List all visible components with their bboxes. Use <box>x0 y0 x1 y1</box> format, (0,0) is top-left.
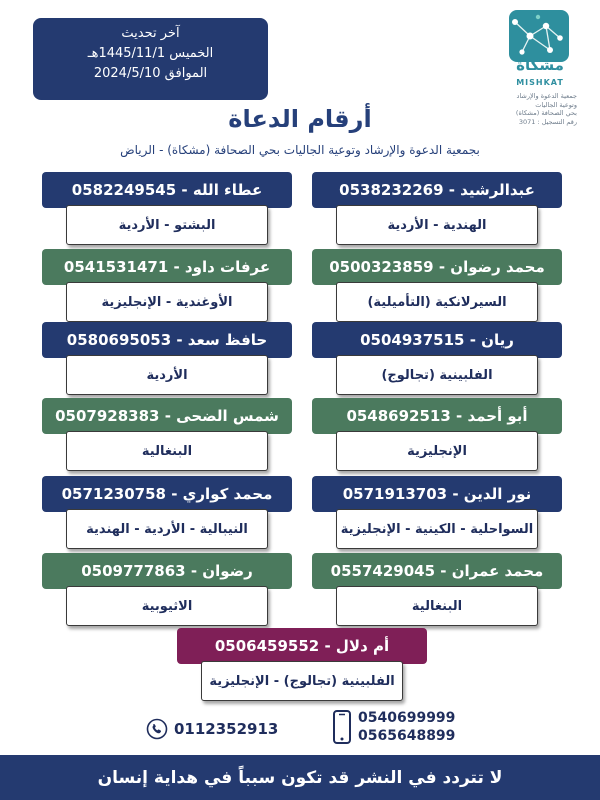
logo-org-line: بحي الصحافة (مشكاة) <box>515 109 577 117</box>
preacher-name-phone: عطاء الله - 0582249545 <box>42 172 292 208</box>
preacher-name-phone: نور الدين - 0571913703 <box>312 476 562 512</box>
mobile-phone-icon <box>332 710 352 744</box>
preacher-name-phone: محمد عمران - 0557429045 <box>312 553 562 589</box>
preacher-card <box>42 553 292 633</box>
preacher-name-phone: أم دلال - 0506459552 <box>177 628 427 664</box>
preacher-languages: الإنجليزية <box>336 431 538 471</box>
page-title: أرقام الدعاة <box>228 105 372 133</box>
preacher-card <box>312 398 562 478</box>
preacher-languages: النيبالية - الأردية - الهندية <box>66 509 268 549</box>
preacher-languages: الفلبينية (تجالوج) - الإنجليزية <box>201 661 403 701</box>
phone-call-icon <box>146 718 168 740</box>
preacher-name-phone: ريان - 0504937515 <box>312 322 562 358</box>
preacher-languages: البنغالية <box>336 586 538 626</box>
preacher-languages: البشتو - الأردية <box>66 205 268 245</box>
preacher-languages: البنغالية <box>66 431 268 471</box>
preacher-card <box>312 172 562 252</box>
preacher-card <box>42 249 292 329</box>
mobile-number-1: 0540699999 <box>358 710 456 726</box>
landline-number: 0112352913 <box>174 720 279 738</box>
preacher-languages: الأردية <box>66 355 268 395</box>
preacher-card <box>312 322 562 402</box>
preacher-card <box>312 476 562 556</box>
preacher-name-phone: حافظ سعد - 0580695053 <box>42 322 292 358</box>
preacher-name-phone: عرفات داود - 0541531471 <box>42 249 292 285</box>
logo-name-arabic: مشكاة <box>516 56 564 74</box>
preacher-languages: الأوغندية - الإنجليزية <box>66 282 268 322</box>
update-gregorian-date: الموافق 2024/5/10 <box>93 66 208 81</box>
mobile-number-2: 0565648899 <box>358 728 456 744</box>
footer-banner: لا تتردد في النشر قد تكون سبباً في هداية إنسان <box>0 755 600 800</box>
logo-registration: رقم التسجيل : 3071 <box>518 117 577 126</box>
preacher-card <box>42 172 292 252</box>
page-subtitle: بجمعية الدعوة والإرشاد وتوعية الجاليات بحي الصحافة (مشكاة) - الرياض <box>120 143 480 157</box>
preacher-card <box>312 249 562 329</box>
logo-org-line: جمعية الدعوة والإرشاد <box>516 92 577 100</box>
preacher-languages: السيرلانكية (التأميلية) <box>336 282 538 322</box>
preacher-name-phone: محمد كواري - 0571230758 <box>42 476 292 512</box>
update-hijri-date: الخميس 1445/11/1هـ <box>87 46 214 61</box>
preacher-card <box>42 398 292 478</box>
preacher-name-phone: عبدالرشيد - 0538232269 <box>312 172 562 208</box>
logo-org-line: وتوعية الجاليات <box>535 100 577 109</box>
preacher-languages: الاثيوبية <box>66 586 268 626</box>
preacher-name-phone: محمد رضوان - 0500323859 <box>312 249 562 285</box>
preacher-languages: السواحلية - الكينية - الإنجليزية <box>336 509 538 549</box>
update-label: آخر تحديث <box>121 26 180 41</box>
last-update-box <box>33 18 268 100</box>
preacher-name-phone: شمس الضحى - 0507928383 <box>42 398 292 434</box>
preacher-card <box>177 628 427 708</box>
preacher-name-phone: أبو أحمد - 0548692513 <box>312 398 562 434</box>
preacher-languages: الهندية - الأردية <box>336 205 538 245</box>
preacher-card <box>42 476 292 556</box>
preacher-languages: الفلبينية (تجالوج) <box>336 355 538 395</box>
preacher-name-phone: رضوان - 0509777863 <box>42 553 292 589</box>
preacher-card <box>42 322 292 402</box>
logo-name-english: MISHKAT <box>516 78 564 87</box>
preacher-card <box>312 553 562 633</box>
